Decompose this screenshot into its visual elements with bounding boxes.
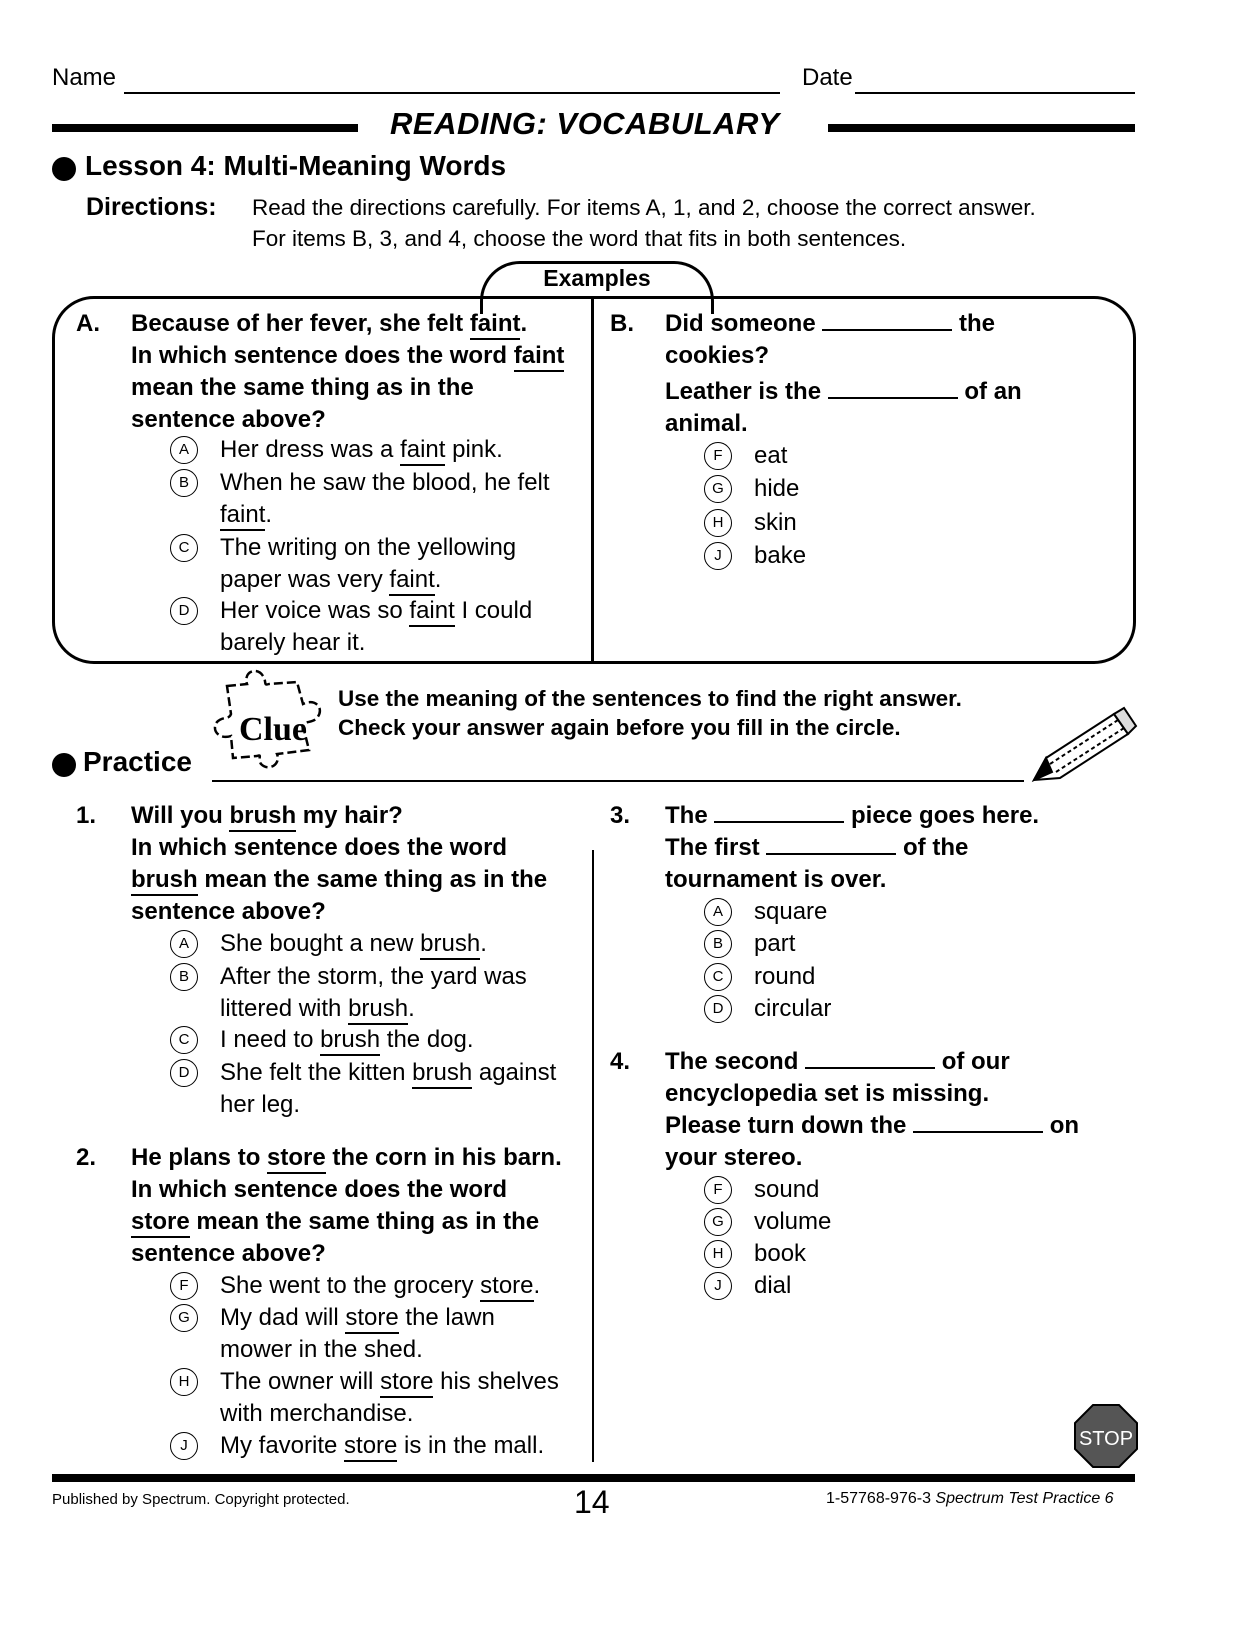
footer-rule <box>52 1474 1135 1482</box>
q2-question: He plans to store the corn in his barn. In which sentence does the word store mean the same thing as in the sentence above? <box>131 1144 562 1267</box>
directions-label: Directions: <box>86 193 217 221</box>
examples-tab-label: Examples <box>543 265 651 291</box>
answer-bubble[interactable]: G <box>704 475 732 503</box>
answer-bubble[interactable]: B <box>704 930 732 958</box>
examples-divider <box>591 299 594 661</box>
q2-number: 2. <box>76 1144 97 1171</box>
q3-number: 3. <box>610 802 631 829</box>
directions-line-2: For items B, 3, and 4, choose the word that fits in both sentences. <box>252 226 907 251</box>
q1-number: 1. <box>76 802 97 829</box>
answer-bubble[interactable]: G <box>704 1208 732 1236</box>
answer-bubble[interactable]: F <box>704 442 732 470</box>
example-b-number: B. <box>610 310 634 337</box>
answer-blank <box>828 377 958 399</box>
practice-bullet <box>52 753 76 777</box>
example-a-question: Because of her fever, she felt faint. In which sentence does the word faint mean the same thing as in the sentence above? <box>131 310 565 433</box>
answer-bubble[interactable]: H <box>704 509 732 537</box>
date-line <box>855 92 1135 94</box>
answer-bubble[interactable]: A <box>170 930 198 958</box>
answer-bubble[interactable]: C <box>704 963 732 991</box>
answer-bubble[interactable]: A <box>704 898 732 926</box>
example-b-question: Did someone the cookies? Leather is the of an animal. <box>665 310 1022 437</box>
q4-question: The second of our encyclopedia set is missing. Please turn down the on your stereo. <box>665 1048 1080 1171</box>
answer-bubble[interactable]: D <box>170 1059 198 1087</box>
answer-bubble[interactable]: D <box>170 597 198 625</box>
answer-blank <box>714 801 844 823</box>
footer-book-info: 1-57768-976-3 Spectrum Test Practice 6 <box>826 1490 1114 1507</box>
answer-bubble[interactable]: C <box>170 534 198 562</box>
answer-bubble[interactable]: J <box>704 1272 732 1300</box>
directions-line-1: Read the directions carefully. For items A, 1, and 2, choose the correct answer. <box>252 195 1036 220</box>
title-rule-left <box>52 124 358 132</box>
lesson-title: Lesson 4: Multi-Meaning Words <box>85 150 507 181</box>
page-number: 14 <box>574 1484 610 1520</box>
footer-copyright: Published by Spectrum. Copyright protected. <box>52 1491 350 1508</box>
answer-bubble[interactable]: F <box>170 1272 198 1300</box>
answer-bubble[interactable]: D <box>704 995 732 1023</box>
q3-question: The piece goes here. The first of the tournament is over. <box>665 802 1040 893</box>
page-title: READING: VOCABULARY <box>390 106 780 141</box>
date-label: Date <box>802 64 853 91</box>
example-a-number: A. <box>76 310 100 337</box>
answer-bubble[interactable]: J <box>704 542 732 570</box>
practice-heading: Practice <box>83 746 192 777</box>
stop-sign-icon <box>1074 1404 1138 1468</box>
clue-badge: Clue <box>239 711 307 748</box>
answer-bubble[interactable]: G <box>170 1304 198 1332</box>
practice-divider <box>592 850 594 1462</box>
answer-blank <box>805 1047 935 1069</box>
answer-bubble[interactable]: H <box>704 1240 732 1268</box>
answer-bubble[interactable]: C <box>170 1026 198 1054</box>
lesson-bullet <box>52 157 76 181</box>
answer-bubble[interactable]: H <box>170 1368 198 1396</box>
puzzle-piece-icon <box>205 664 330 774</box>
answer-bubble[interactable]: B <box>170 963 198 991</box>
q4-number: 4. <box>610 1048 631 1075</box>
answer-bubble[interactable]: J <box>170 1432 198 1460</box>
answer-blank <box>766 833 896 855</box>
answer-bubble[interactable]: B <box>170 469 198 497</box>
practice-rule <box>212 780 1024 782</box>
pencil-icon <box>1028 706 1138 786</box>
answer-blank <box>822 309 952 331</box>
answer-bubble[interactable]: A <box>170 436 198 464</box>
name-label: Name <box>52 64 117 91</box>
answer-bubble[interactable]: F <box>704 1176 732 1204</box>
q1-question: Will you brush my hair? In which sentence does the word brush mean the same thing as in the sentence above? <box>131 802 548 925</box>
clue-text: Use the meaning of the sentences to find the right answer. Check your answer again before you fill in the circle. <box>338 686 962 740</box>
title-rule-right <box>828 124 1135 132</box>
stop-sign-label: STOP <box>1078 1428 1134 1450</box>
name-line <box>124 92 780 94</box>
answer-blank <box>913 1111 1043 1133</box>
